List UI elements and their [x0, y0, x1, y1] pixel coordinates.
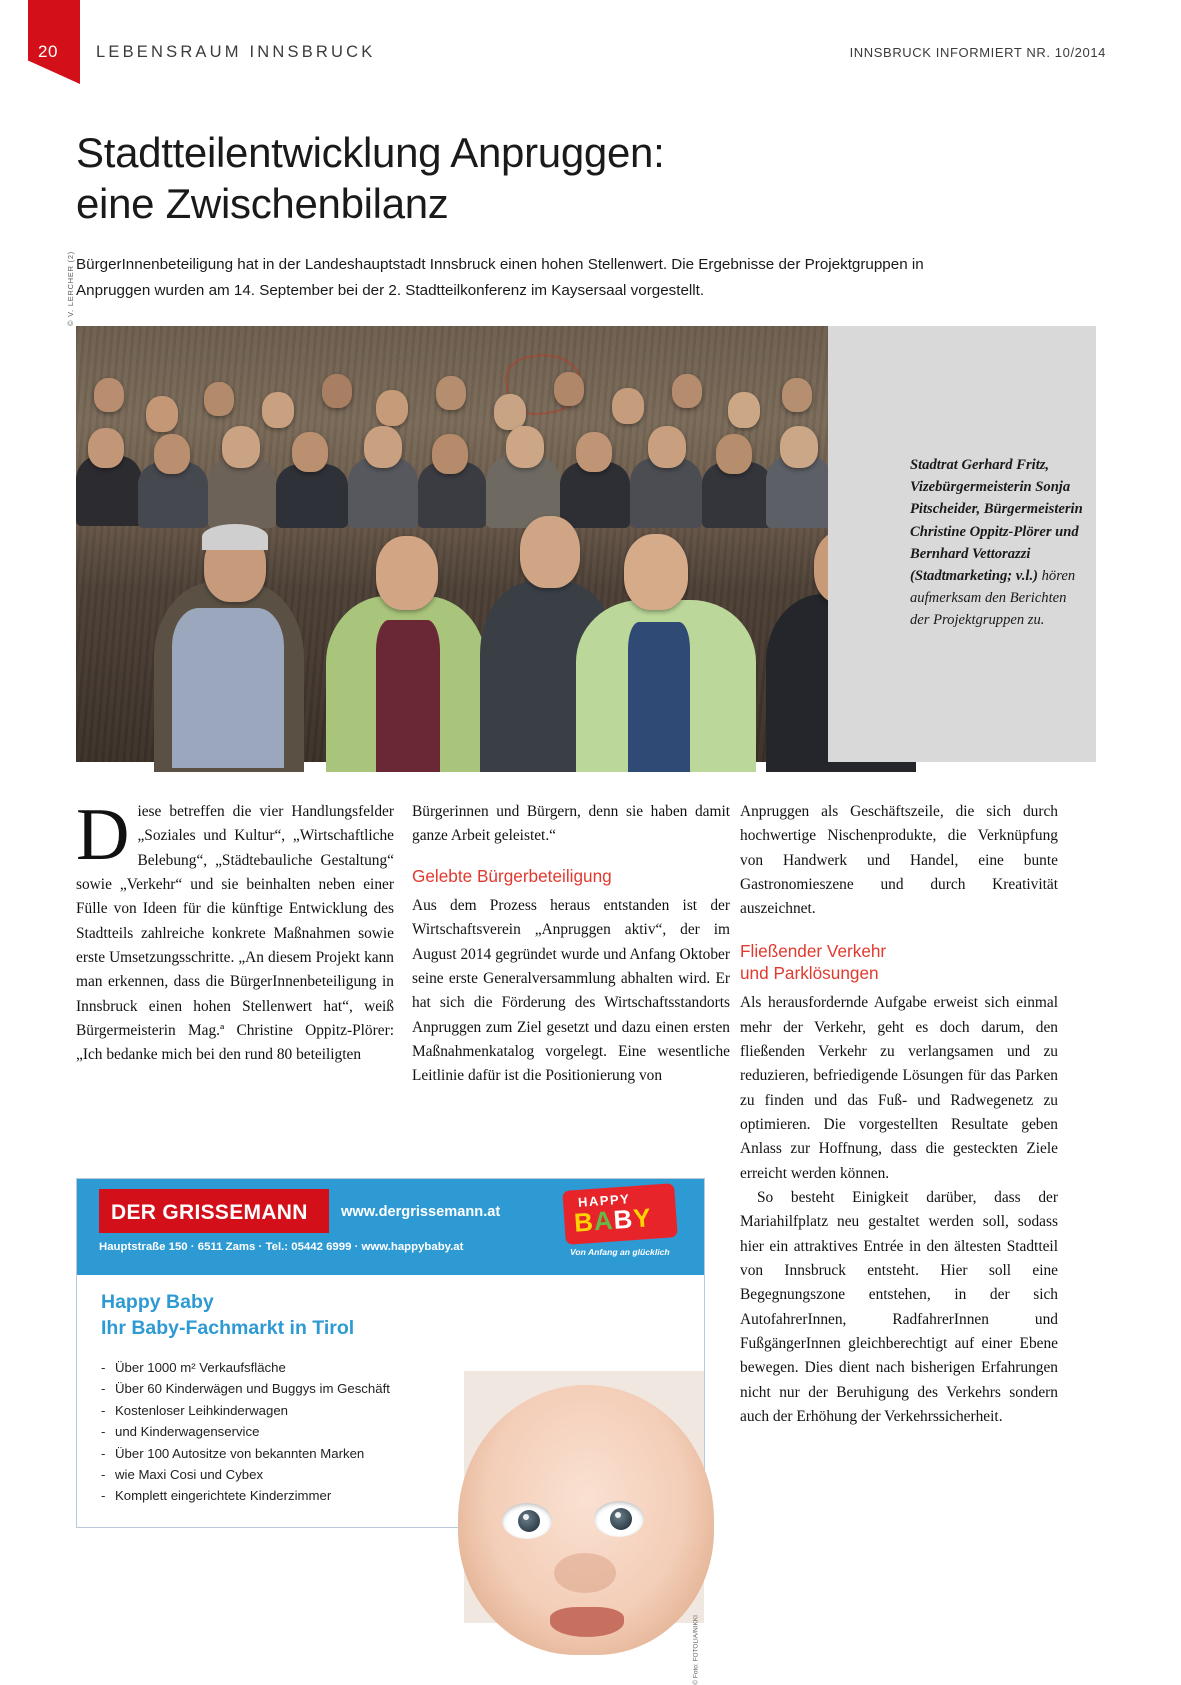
- photo-caption-text: [910, 454, 1086, 631]
- ad-website-link[interactable]: www.dergrissemann.at: [341, 1204, 501, 1220]
- ad-photo-credit: © Foto: FOTOLIA/NIKKI: [693, 1615, 700, 1685]
- subheading-verkehr-line-1: Fließender Verkehr: [740, 940, 887, 961]
- drop-cap: D: [76, 794, 130, 876]
- logo-letter-y: Y: [632, 1202, 653, 1234]
- logo-letter-b1: B: [573, 1206, 595, 1238]
- article-column-3: [740, 800, 1058, 1429]
- happy-baby-tagline: Von Anfang an glücklich: [570, 1247, 670, 1257]
- photo-front-row: [76, 512, 828, 762]
- article-paragraph: Anpruggen als Geschäftszeile, die sich durch hochwertige Nischenprodukte, die Verknüpfung von Handwerk und Handel, eine bunte Gastronomieszene und durch Kreativität auszeichnet.: [740, 803, 1058, 918]
- ad-brand-name: DER GRISSEMANN: [111, 1201, 308, 1224]
- article-paragraph: So besteht Einigkeit darüber, dass der Mariahilfplatz neu gestaltet werden soll, sodass hier ein attraktives Entrée in den ältesten Stadtteil von Innsbruck entsteht. Hier soll eine Begegnungszone entstehen, in der sich AutofahrerInnen, RadfahrerInnen und FußgängerInnen gleichberechtigt auf einer Ebene bewegen. Dies dient nach bisherigen Erfahrungen nicht nur der Beruhigung des Verkehrs sondern auch der Erhöhung der Verkehrssicherheit.: [740, 1188, 1058, 1425]
- page-number: 20: [38, 42, 58, 61]
- ad-headline-1: Happy Baby: [101, 1291, 214, 1313]
- article-title-line-1: Stadtteilentwicklung Anpruggen:: [76, 129, 665, 176]
- list-item: - Über 1000 m² Verkaufsfläche: [101, 1357, 461, 1378]
- page-header: [0, 0, 1181, 92]
- list-item: - Über 100 Autositze von bekannten Marken: [101, 1443, 461, 1464]
- article-paragraph: [76, 794, 394, 1068]
- article-paragraph: Aus dem Prozess heraus entstanden ist der Wirtschaftsverein „Anpruggen aktiv“, der im August 2014 gegründet wurde und Anfang Oktober seine erste Generalversammlung abhalten wird. Er hat sich die Förderung des Wirtschaftsstandorts Anpruggen zum Ziel gesetzt und dazu einen ersten Maßnahmenkatalog vorgelegt. Eine wesentliche Leitlinie dafür ist die Positionierung von: [412, 897, 730, 1085]
- article-title-line-2: eine Zwischenbilanz: [76, 179, 449, 227]
- baby-face: [458, 1385, 714, 1655]
- photo-caption-rest: hören aufmerksam den Berichten der Projektgruppen zu.: [910, 567, 1076, 629]
- list-item: - Über 60 Kinderwägen und Buggys im Geschäft: [101, 1378, 461, 1399]
- subheading-verkehr-line-2: und Parklösungen: [740, 963, 879, 983]
- baby-mouth: [550, 1607, 624, 1637]
- photo-caption-panel: [828, 326, 1096, 762]
- photo-caption-names: Stadtrat Gerhard Fritz, Vizebürgermeisterin Sonja Pitscheider, Bürgermeisterin Christine Oppitz-Plörer und Bernhard Vettorazzi (Stadtmarketing; v.l.): [910, 457, 1083, 584]
- article-body-text: iese betreffen die vier Handlungsfelder „Soziales und Kultur“, „Wirtschaftliche Belebung“, „Städtebauliche Gestaltung“ sowie „Verkehr“ und sie beinhalten neben einer Fülle von Ideen für die künftige Entwicklung des Stadtteils zahlreiche konkrete Maßnahmen sowie erste Umsetzungsschritte. „An diesem Projekt kann man erkennen, dass die BürgerInnenbeteiligung in Innsbruck einen hohen Stellenwert hat“, weiß Bürgermeisterin Mag.ª Christine Oppitz-Plörer: „Ich bedanke mich bei den rund 80 beteiligten: [76, 803, 394, 1064]
- article-standfirst: BürgerInnenbeteiligung hat in der Landeshauptstadt Innsbruck einen hohen Stellenwert. Die Ergebnisse der Projektgruppen in Anpruggen wurden am 14. September bei der 2. Stadtteilkonferenz im Kaysersaal vorgestellt.: [76, 256, 924, 300]
- article-paragraph: Als herausfordernde Aufgabe erweist sich einmal mehr der Verkehr, geht es doch darum, den fließenden Verkehr zu verlangsamen und zu reduzieren, befriedigende Lösungen für das Parken zu finden und das Fuß- und Radwegenetz zu optimieren. Die vorgestellten Resultate geben Anlass zur Hoffnung, dass die gesteckten Ziele erreicht werden können.: [740, 994, 1058, 1182]
- ad-body: [77, 1275, 704, 1685]
- happy-baby-word-baby: [573, 1202, 653, 1238]
- list-item: - wie Maxi Cosi und Cybex: [101, 1464, 461, 1485]
- ad-feature-list: [101, 1357, 461, 1507]
- baby-eye-left: [502, 1503, 552, 1539]
- article-column-2: [412, 800, 730, 1089]
- header-issue-label: INNSBRUCK INFORMIERT NR. 10/2014: [849, 45, 1106, 60]
- baby-eye-right: [594, 1501, 644, 1537]
- article-paragraph: Bürgerinnen und Bürgern, denn sie haben damit ganze Arbeit geleistet.“: [412, 803, 730, 845]
- conference-audience-photo: [76, 326, 828, 762]
- photo-credit: © V. LERCHER (2): [66, 250, 75, 326]
- list-item: - Komplett eingerichtete Kinderzimmer: [101, 1485, 461, 1506]
- ad-headline-2: Ihr Baby-Fachmarkt in Tirol: [101, 1317, 355, 1339]
- list-item: - und Kinderwagenservice: [101, 1421, 461, 1442]
- baby-nose: [554, 1553, 616, 1593]
- ad-baby-photo: [464, 1371, 704, 1685]
- happy-baby-word-happy: HAPPY: [577, 1191, 631, 1210]
- list-item: - Kostenloser Leihkinderwagen: [101, 1400, 461, 1421]
- happy-baby-logo: [556, 1185, 684, 1269]
- subheading-buergerbeteiligung: Gelebte Bürgerbeteiligung: [412, 865, 612, 886]
- logo-letter-b2: B: [612, 1203, 635, 1235]
- ad-address-line: Hauptstraße 150 · 6511 Zams · Tel.: 05442 6999 · www.happybaby.at: [99, 1241, 464, 1253]
- article-column-1: [76, 794, 394, 1068]
- ad-header-bar: [77, 1179, 704, 1275]
- header-section-title: LEBENSRAUM INNSBRUCK: [96, 43, 376, 61]
- subheading-verkehr: [740, 940, 1058, 985]
- article-title: [76, 128, 1096, 230]
- advertisement[interactable]: [76, 1178, 705, 1685]
- logo-letter-a: A: [592, 1204, 615, 1237]
